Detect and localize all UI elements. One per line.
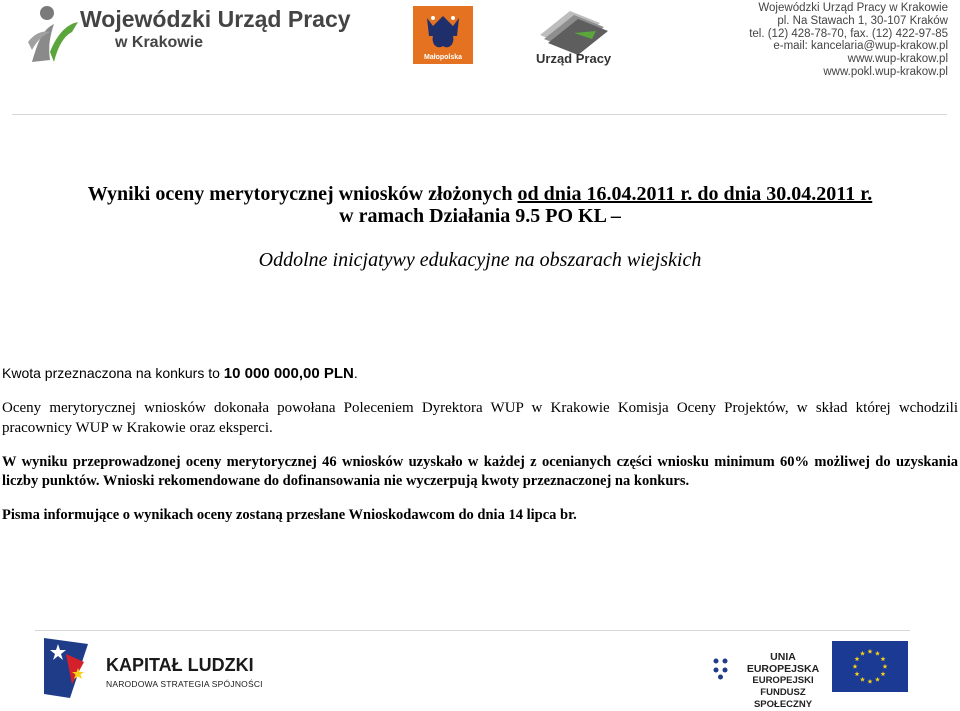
kapital-ludzki-subtitle: NARODOWA STRATEGIA SPÓJNOŚCI bbox=[106, 679, 263, 689]
budget-suffix: . bbox=[353, 365, 358, 381]
eu-line3: FUNDUSZ SPOŁECZNY bbox=[753, 687, 813, 710]
paragraph-letters: Pisma informujące o wynikach oceny zostaną przesłane Wnioskodawcom do dnia 14 lipca br. bbox=[2, 507, 577, 523]
header-divider bbox=[12, 114, 947, 115]
urzad-pracy-label: Urząd Pracy bbox=[536, 51, 612, 66]
eu-flag-icon bbox=[832, 641, 908, 692]
title-dates: od dnia 16.04.2011 r. do dnia 30.04.2011 r. bbox=[517, 183, 873, 205]
contact-block bbox=[749, 2, 948, 79]
paragraph-commission: Oceny merytorycznej wniosków dokonała powołana Poleceniem Dyrektora WUP w Krakowie Komisja Oceny Projektów, w skład której wchodzili pracownicy WUP w Krakowie oraz eksperci. bbox=[2, 400, 958, 436]
paragraph-results: W wyniku przeprowadzonej oceny merytorycznej 46 wniosków uzyskało w każdej z ocenianych części wniosku minimum 60% możliwej do uzyskania liczby punktów. Wnioski rekomendowane do dofinansowania nie wyczerpują kwoty przeznaczonej na konkurs. bbox=[2, 454, 958, 489]
budget-line bbox=[2, 365, 358, 382]
document-subtitle: Oddolne inicjatywy edukacyjne na obszarach wiejskich bbox=[258, 249, 702, 271]
footer-divider bbox=[35, 630, 910, 631]
contact-website-pokl[interactable]: www.pokl.wup-krakow.pl bbox=[823, 65, 948, 78]
malopolska-label: Małopolska bbox=[423, 54, 463, 61]
urzad-pracy-logo-icon bbox=[530, 5, 612, 57]
contact-email[interactable]: e-mail: kancelaria@wup-krakow.pl bbox=[773, 40, 948, 53]
document-title bbox=[0, 183, 960, 227]
wup-logo-icon bbox=[20, 2, 80, 72]
eu-text bbox=[738, 651, 828, 711]
contact-website[interactable]: www.wup-krakow.pl bbox=[847, 53, 948, 66]
contact-address: pl. Na Stawach 1, 30-107 Kraków bbox=[777, 14, 948, 27]
kapital-ludzki-logo-icon bbox=[44, 634, 102, 702]
org-title: Wojewódzki Urząd Pracy bbox=[80, 6, 351, 32]
malopolska-logo bbox=[413, 6, 473, 64]
contact-org: Wojewódzki Urząd Pracy w Krakowie bbox=[758, 2, 948, 14]
org-city: w Krakowie bbox=[115, 34, 204, 51]
title-line2: w ramach Działania 9.5 PO KL – bbox=[339, 205, 621, 227]
budget-value: 10 000 000,00 PLN bbox=[223, 365, 354, 382]
budget-prefix: Kwota przeznaczona na konkurs to bbox=[2, 365, 224, 381]
contact-phone: tel. (12) 428-78-70, fax. (12) 422-97-85 bbox=[749, 27, 948, 40]
kapital-ludzki-title: KAPITAŁ LUDZKI bbox=[106, 655, 254, 675]
title-part1: Wyniki oceny merytorycznej wniosków złożonych bbox=[87, 183, 513, 205]
people-icon bbox=[711, 656, 731, 680]
eu-line1: UNIA EUROPEJSKA bbox=[746, 651, 820, 675]
eu-line2: EUROPEJSKI bbox=[752, 675, 814, 686]
